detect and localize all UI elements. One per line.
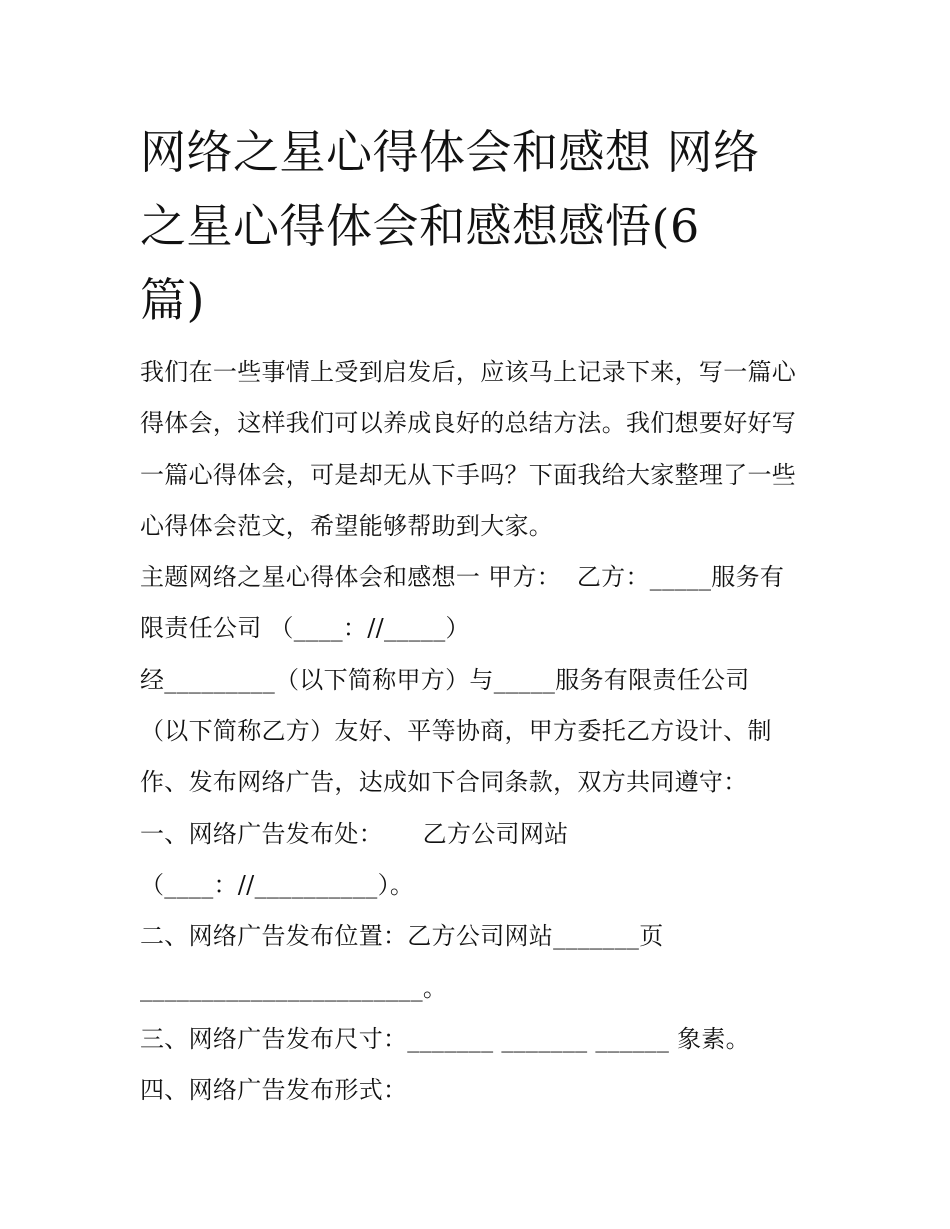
title-line-1: 网络之星心得体会和感想 网络	[140, 125, 760, 179]
body-line: （____：//__________）。	[140, 870, 415, 899]
body-line: 四、网络广告发布形式：	[140, 1076, 408, 1105]
body-line: 限责任公司 （____：//_____）	[140, 614, 470, 643]
body-line: 二、网络广告发布位置：乙方公司网站_______页	[140, 922, 664, 951]
intro-line: 得体会，这样我们可以养成良好的总结方法。我们想要好好写	[140, 409, 797, 438]
body-line: 经_________（以下简称甲方）与_____服务有限责任公司	[140, 665, 750, 694]
document-title	[140, 115, 820, 337]
body-line: 三、网络广告发布尺寸：_______ _______ ______ 象素。	[140, 1024, 750, 1053]
body-line: （以下简称乙方）友好、平等协商，甲方委托乙方设计、制	[140, 717, 772, 746]
title-line-3: 篇)	[140, 273, 205, 327]
intro-line: 心得体会范文，希望能够帮助到大家。	[140, 511, 554, 540]
intro-paragraph	[140, 347, 820, 552]
title-line-2: 之星心得体会和感想感悟(6	[140, 199, 700, 253]
intro-line: 一篇心得体会，可是却无从下手吗？下面我给大家整理了一些	[140, 460, 797, 489]
body-line: 作、发布网络广告，达成如下合同条款，双方共同遵守：	[140, 768, 748, 797]
contract-body	[140, 552, 820, 1116]
document-page	[140, 115, 820, 1116]
body-line: 主题网络之星心得体会和感想一 甲方： 乙方：_____服务有	[140, 563, 785, 592]
body-line: _______________________。	[140, 973, 448, 1002]
intro-line: 我们在一些事情上受到启发后，应该马上记录下来，写一篇心	[140, 358, 797, 386]
body-line: 一、网络广告发布处： 乙方公司网站	[140, 819, 569, 848]
